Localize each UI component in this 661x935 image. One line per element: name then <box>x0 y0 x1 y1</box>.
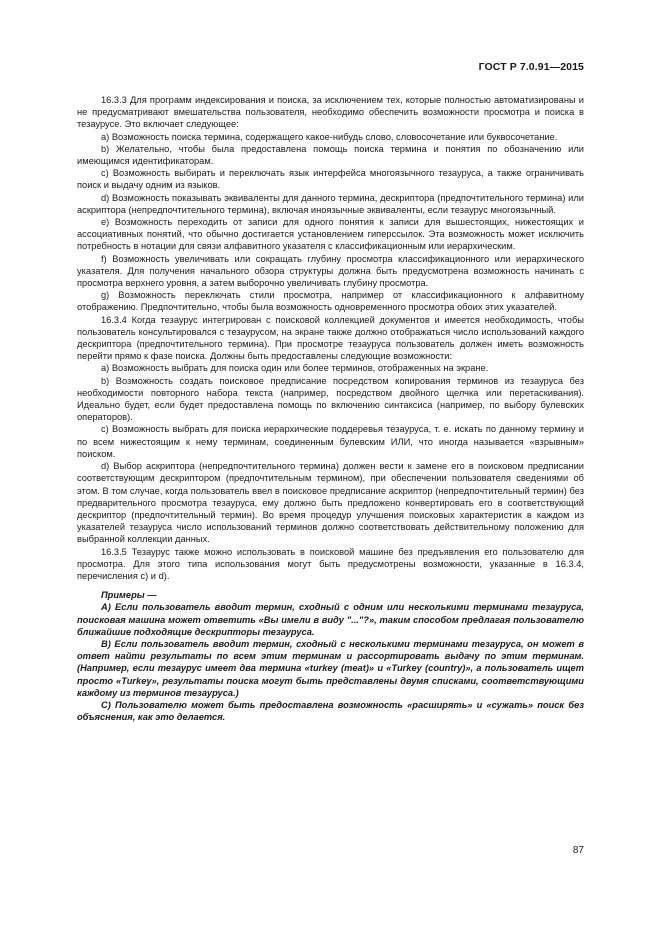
list-item-a: a) Возможность выбрать для поиска один или более терминов, отображенных на экране. <box>101 363 489 374</box>
page-number: 87 <box>572 845 584 856</box>
list-item-g: g) Возможность переключать стили просмотра, например от классификационного к алфавитному отображению. Предпочтительно, чтобы была возможность одновременного просмотра обоих этих указателей. <box>77 290 584 313</box>
paragraph-16-3-4: 16.3.4 Когда тезаурус интегрирован с поисковой коллекцией документов и имеется необходимость, чтобы пользователь консультировался с тезаурусом, на экране также должно отображаться число использований каждого дескриптора (предпочтительного термина). При просмотре тезауруса пользователь должен иметь возможность перейти прямо к фазе поиска. Должны быть предоставлены следующие возможности: <box>77 314 584 362</box>
list-item-c: c) Возможность выбрать для поиска иерархические поддеревья тезауруса, т. е. искать по данному термину и по всем нижестоящим к нему терминам, соединенным булевским ИЛИ, что иногда называется «взрывным» поиском. <box>77 424 584 459</box>
list-item-a: a) Возможность поиска термина, содержащего какое-нибудь слово, словосочетание или буквосочетание. <box>101 131 558 142</box>
list-item-e: e) Возможность переходить от записи для одного понятия к записи для вышестоящих, нижестоящих и ассоциативных понятий, что обычно достигается установлением гиперссылок. Эта возможность может исключить потребность в нотации для связи алфавитного указателя с классификационным или иерархическим. <box>77 217 584 252</box>
example-item: C) Пользователю может быть предоставлена возможность «расширять» и «сужать» поиск без объяснения, как это делается. <box>77 699 584 723</box>
example-item: B) Если пользователь вводит термин, сходный с несколькими терминами тезауруса, он может в ответ найти результаты по всем этим терминам и рассортировать выдачу по этим терминам. (Например, если тезаурус имеет два термина «turkey (meat)» и «Turkey (country)», а пользователь ищет просто «Turkey», результаты поиска могут быть представлены двумя списками, соответствующими каждому из терминов тезауруса.) <box>77 638 584 698</box>
document-body <box>77 94 584 723</box>
examples-title: Примеры — <box>101 590 157 601</box>
list-item-d: d) Возможность показывать эквиваленты для данного термина, дескриптора (предпочтительного термина) или аскриптора (непредпочтительного термина), включая иноязычные эквиваленты, если тезаурус многоязычный. <box>77 192 584 215</box>
list-item-b: b) Возможность создать поисковое предписание посредством копирования терминов из тезауруса без необходимости повторного набора текста (например, посредством двойного щелчка или перетаскивания). Идеально будет, если будет предоставлена помощь по включению синтаксиса (например, по выбору булевских операторов). <box>77 375 584 423</box>
list-item-f: f) Возможность увеличивать или сокращать глубину просмотра классификационного или иерархического указателя. Для получения начального обзора структуры должна быть предусмотрена возможность начинать с просмотра верхнего уровня, а затем выборочно увеличивать глубину просмотра. <box>77 253 584 289</box>
example-item: A) Если пользователь вводит термин, сходный с одним или несколькими терминами тезауруса, поисковая машина может ответить «Вы имели в виду "..."?», таким способом предлагая пользователю ближайшие подходящие дескрипторы тезауруса. <box>77 602 584 637</box>
list-item-d: d) Выбор аскриптора (непредпочтительного термина) должен вести к замене его в поисковом предписании соответствующим дескриптором (предпочтительным термином), при обеспечении пользователя сведениями об этом. В том случае, когда пользователь ввел в поисковое предписание аскриптор (непредпочтительный термин) без предварительного просмотра тезауруса, ему должно быть предложено конвертировать его в соответствующий дескриптор (предпочтительный термин). Во время процедур улучшения поисковых характеристик в каждом из указателей тезауруса число использований терминов должно соответствовать действительному положению для выбранной коллекции данных. <box>77 461 584 545</box>
standard-header: ГОСТ Р 7.0.91—2015 <box>478 61 584 73</box>
list-item-b: b) Желательно, чтобы была предоставлена помощь поиска термина и понятия по обозначению или имеющимся идентификаторам. <box>77 143 584 167</box>
paragraph-16-3-5: 16.3.5 Тезаурус также можно использовать в поисковой машине без предъявления его пользователю для просмотра. Для этого типа использования могут быть предусмотрены возможности, указанные в 16.3.4, перечисления c) и d). <box>77 546 584 581</box>
list-item-c: c) Возможность выбирать и переключать язык интерфейса многоязычного тезауруса, а также ограничивать поиск и выдачу одним из языков. <box>77 168 584 191</box>
paragraph-16-3-3: 16.3.3 Для программ индексирования и поиска, за исключением тех, которые полностью автоматизированы и не предусматривают вмешательства пользователя, необходимо обеспечить возможности просмотра и поиска в тезаурусе. Это включает следующее: <box>77 95 584 130</box>
examples-block <box>77 589 584 723</box>
